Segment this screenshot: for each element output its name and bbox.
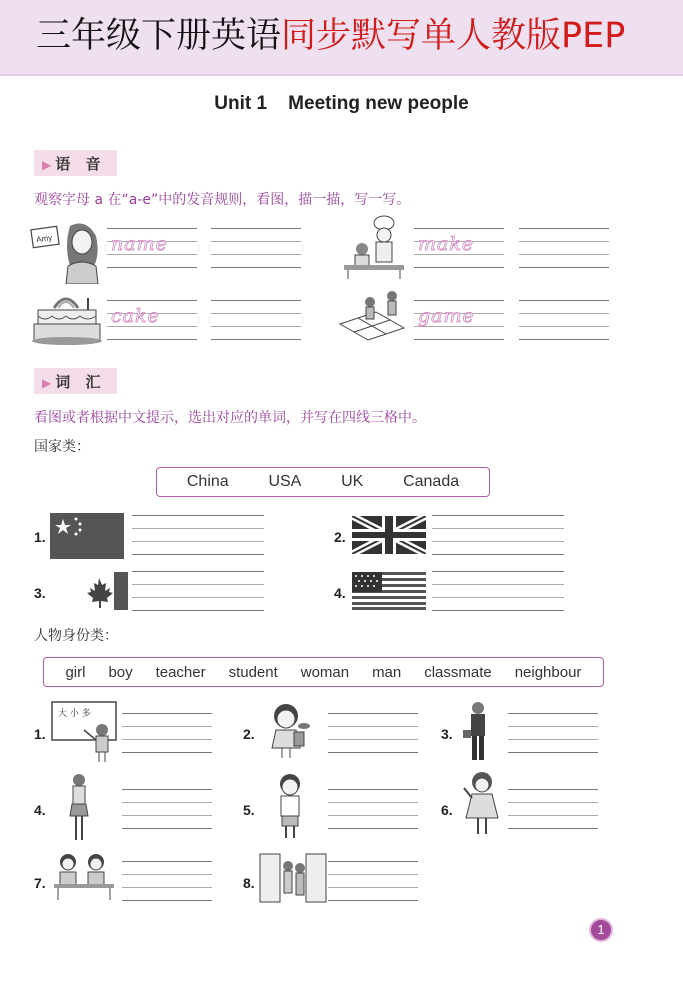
write-lines-2[interactable]	[519, 228, 609, 268]
person-number-5: 5.	[243, 802, 255, 818]
trace-lines-make[interactable]: make	[414, 228, 504, 268]
write-lines-person-4[interactable]	[122, 789, 212, 829]
triangle-icon: ▶	[42, 158, 52, 172]
amy-sign-text: Amy	[35, 233, 53, 245]
write-lines-country-3[interactable]	[132, 571, 264, 611]
person-number-1: 1.	[34, 726, 46, 742]
neighbours-picture	[258, 852, 328, 904]
word-woman: woman	[300, 663, 350, 681]
write-lines-person-6[interactable]	[508, 789, 598, 829]
boy-picture	[270, 772, 310, 842]
write-lines-person-3[interactable]	[508, 713, 598, 753]
country-number-4: 4.	[334, 585, 346, 601]
person-number-4: 4.	[34, 802, 46, 818]
write-lines-country-2[interactable]	[432, 515, 564, 555]
teacher-picture	[50, 700, 120, 764]
person-number-2: 2.	[243, 726, 255, 742]
write-lines-person-5[interactable]	[328, 789, 418, 829]
country-number-3: 3.	[34, 585, 46, 601]
word-teacher: teacher	[155, 663, 206, 681]
word-usa: USA	[268, 473, 302, 490]
person-number-7: 7.	[34, 875, 46, 891]
people-category-label: 人物身份类：	[34, 628, 118, 644]
word-china: China	[186, 473, 229, 490]
girl-amy-picture	[30, 218, 102, 284]
write-lines-3[interactable]	[211, 300, 301, 340]
section-vocab-header	[34, 368, 117, 394]
word-uk: UK	[341, 473, 364, 490]
usa-flag-icon	[352, 572, 426, 610]
word-girl: girl	[65, 663, 86, 681]
girl-student-picture	[260, 700, 320, 760]
section-phonics-label: 语 音	[55, 155, 106, 173]
chefs-making-picture	[340, 213, 410, 281]
banner-title-part1: 三年级下册英语	[36, 16, 282, 56]
classmates-picture	[52, 852, 118, 902]
country-number-1: 1.	[34, 529, 46, 545]
banner-title-part2: 同步默写单人教版PEP	[281, 16, 626, 56]
word-man: man	[372, 663, 402, 681]
word-neighbour: neighbour	[514, 663, 582, 681]
word-classmate: classmate	[424, 663, 492, 681]
write-lines-person-7[interactable]	[122, 861, 212, 901]
vocab-instruction: 看图或者根据中文提示，选出对应的单词，并写在四线三格中。	[34, 410, 426, 426]
country-number-2: 2.	[334, 529, 346, 545]
china-flag-icon	[50, 513, 124, 559]
uk-flag-icon	[352, 516, 426, 554]
write-lines-1[interactable]	[211, 228, 301, 268]
birthday-cake-picture	[30, 290, 102, 346]
section-vocab-label: 词 汇	[55, 373, 106, 391]
write-lines-country-1[interactable]	[132, 515, 264, 555]
person-number-8: 8.	[243, 875, 255, 891]
word-student: student	[228, 663, 278, 681]
trace-lines-cake[interactable]: cake	[107, 300, 197, 340]
word-boy: boy	[108, 663, 133, 681]
page-number-badge: 1	[589, 918, 613, 942]
write-lines-4[interactable]	[519, 300, 609, 340]
write-lines-person-8[interactable]	[328, 861, 418, 901]
phonics-instruction: 观察字母 a 在“a-e”中的发音规则，看图，描一描，写一写。	[34, 192, 411, 208]
woman-picture	[62, 772, 96, 844]
word-canada: Canada	[403, 473, 460, 490]
countries-category-label: 国家类：	[34, 439, 90, 455]
section-phonics-header	[34, 150, 117, 176]
hopscotch-game-picture	[336, 288, 412, 350]
trace-lines-game[interactable]: game	[414, 300, 504, 340]
page-banner	[0, 0, 683, 76]
man-picture	[458, 700, 498, 764]
person-number-6: 6.	[441, 802, 453, 818]
canada-flag-icon	[70, 572, 128, 610]
write-lines-person-1[interactable]	[122, 713, 212, 753]
person-number-3: 3.	[441, 726, 453, 742]
unit-title: Unit 1 Meeting new people	[214, 93, 469, 114]
people-word-bank	[43, 657, 604, 687]
write-lines-person-2[interactable]	[328, 713, 418, 753]
triangle-icon: ▶	[42, 376, 52, 390]
write-lines-country-4[interactable]	[432, 571, 564, 611]
board-text: 大 小 多	[58, 709, 91, 719]
girl-picture	[460, 770, 504, 840]
countries-word-bank	[156, 467, 490, 497]
trace-lines-name[interactable]: name	[107, 228, 197, 268]
